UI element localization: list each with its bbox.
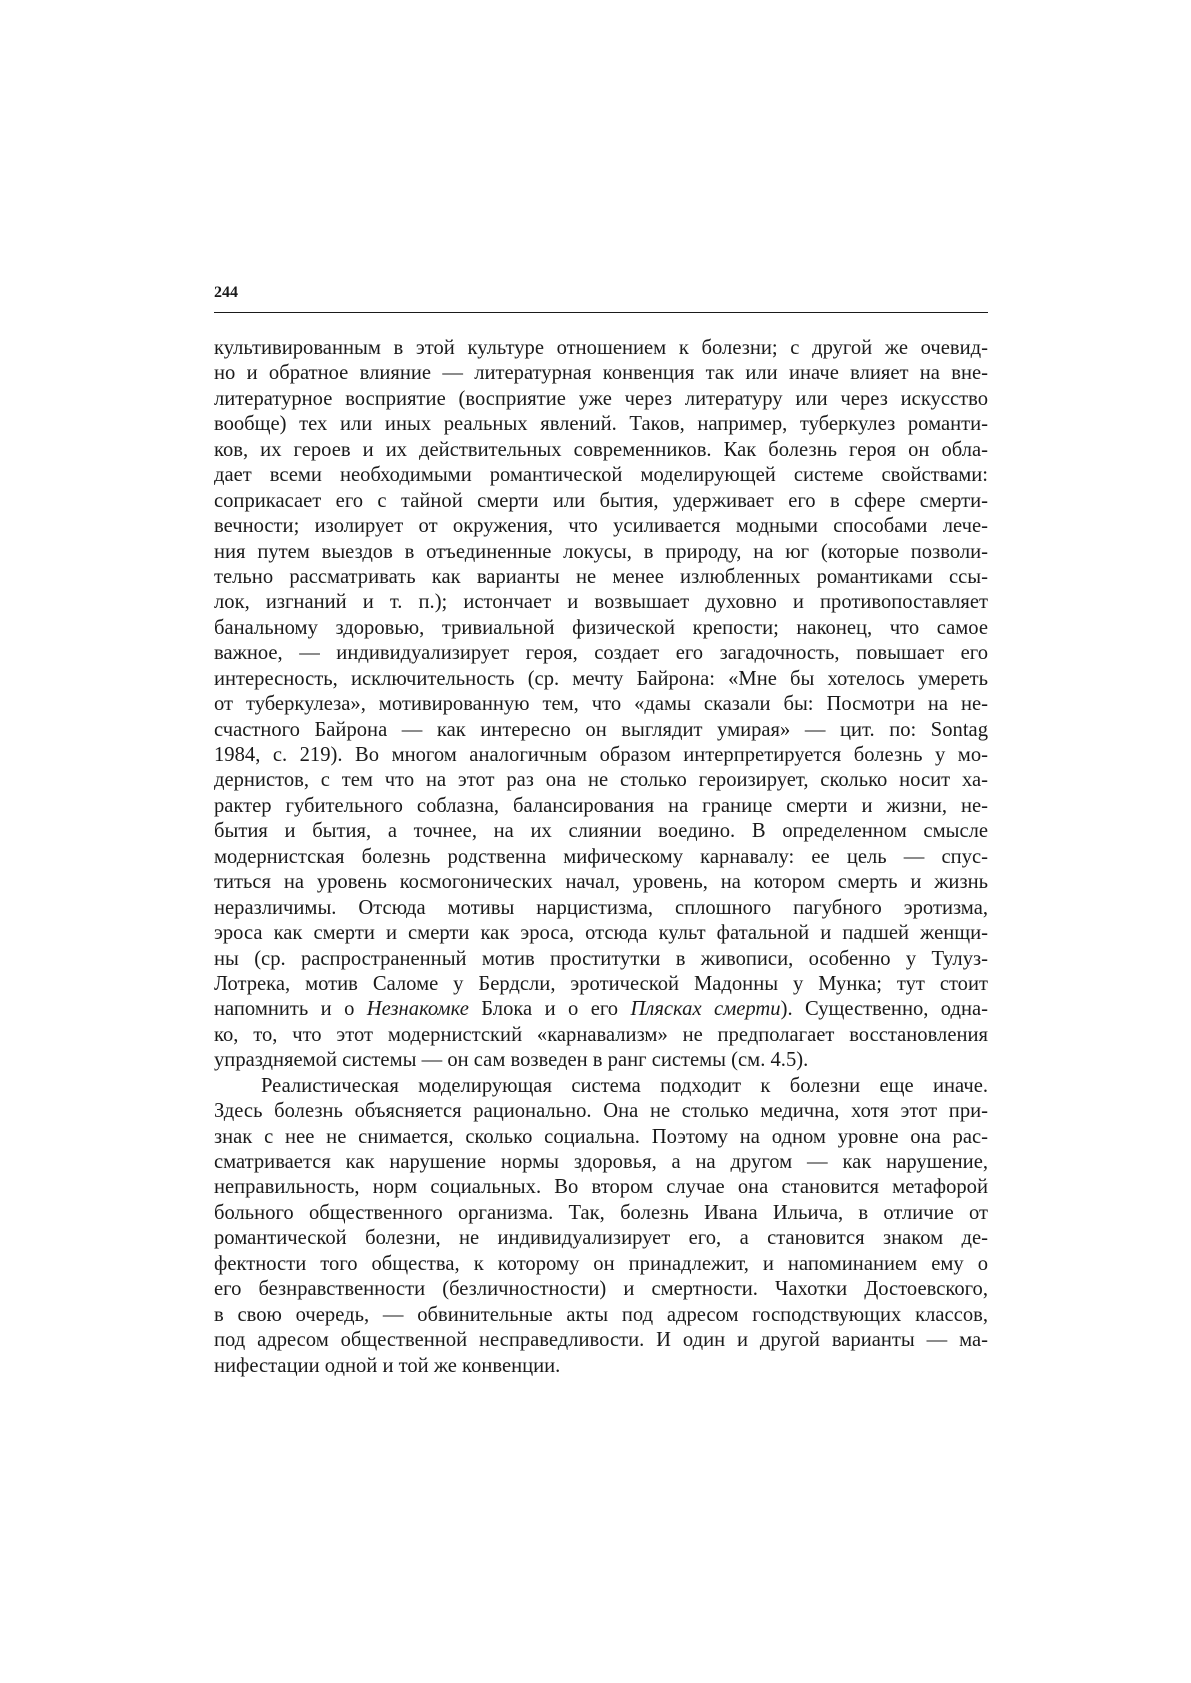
work-title-neznakomka: Незнакомке [366,998,469,1021]
text-line: вечности; изолирует от окружения, что усиливается модными способами лече- [214,515,988,538]
text-line: лок, изгнаний и т. п.); истончает и возвышает духовно и противопоставляет [214,591,988,614]
page-number: 244 [214,284,238,301]
text-line: 1984, с. 219). Во многом аналогичным образом интерпретируется болезнь у мо- [214,744,988,766]
text-line: тельно рассматривать как варианты не менее излюбленных романтиками ссы- [214,565,988,588]
text-line: но и обратное влияние — литературная конвенция так или иначе влияет на вне- [214,362,988,385]
text-line: нифестации одной и той же конвенции. [214,1354,561,1377]
text-line: романтической болезни, не индивидуализирует его, а становится знаком де- [214,1227,988,1250]
text-line: рактер губительного соблазна, балансирования на границе смерти и жизни, не- [214,794,988,817]
text-line: упраздняемой системы — он сам возведен в ранг системы (см. 4.5). [214,1049,809,1072]
body-text [214,336,988,1379]
text-line: неразличимы. Отсюда мотивы нарцистизма, сплошного пагубного эротизма, [214,896,988,919]
work-title-plyaski-smerti: Плясках смерти [630,998,781,1021]
text-line: эроса как смерти и смерти как эроса, отсюда культ фатальной и падшей женщи- [214,922,988,945]
text-line: ния путем выездов в отъединенные локусы, в природу, на юг (которые позволи- [214,540,988,563]
text-line: вообще) тех или иных реальных явлений. Таков, например, туберкулез романти- [214,413,988,436]
text-line: неправильность, норм социальных. Во втором случае она становится метафорой [214,1176,988,1199]
text-line: банальному здоровью, тривиальной физической крепости; наконец, что самое [214,616,988,639]
text-line: сматривается как нарушение нормы здоровья, а на другом — как нарушение, [214,1151,988,1173]
paragraph-1 [214,336,988,1074]
text-line: важное, — индивидуализирует героя, создает его загадочность, повышает его [214,642,988,665]
text-line: больного общественного организма. Так, болезнь Ивана Ильича, в отличие от [214,1201,988,1224]
text-line: Реалистическая моделирующая система подходит к болезни еще иначе. [261,1074,988,1097]
text-line: его безнравственности (безличностности) и смертности. Чахотки Достоевского, [214,1278,988,1301]
paragraph-2 [214,1074,988,1379]
text-line: бытия и бытия, а точнее, на их слиянии воедино. В определенном смысле [214,820,988,843]
text-fragment: Блока и о его [468,998,631,1021]
text-line: соприкасает его с тайной смерти или бытия, удерживает его в сфере смерти- [214,489,988,512]
text-line: Здесь болезнь объясняется рационально. Она не столько медична, хотя этот при- [214,1100,988,1123]
text-line: дернистов, с тем что на этот раз она не столько героизирует, сколько носит ха- [214,769,988,792]
text-line: титься на уровень космогонических начал, уровень, на котором смерть и жизнь [214,871,988,894]
text-line: ков, их героев и их действительных современников. Как болезнь героя он обла- [214,438,988,461]
text-line: дает всеми необходимыми романтической моделирующей системе свойствами: [214,464,988,487]
text-line: модернистская болезнь родственна мифическому карнавалу: ее цель — спус- [214,845,988,868]
text-line: счастного Байрона — как интересно он выглядит умирая» — цит. по: Sontag [214,718,988,741]
text-line: в свою очередь, — обвинительные акты под адресом господствующих классов, [214,1303,988,1326]
page-header [214,284,988,313]
text-line: культивированным в этой культуре отношением к болезни; с другой же очевид- [214,337,988,359]
text-line: под адресом общественной несправедливости. И один и другой варианты — ма- [214,1329,988,1352]
text-fragment: напомнить и о [214,998,367,1021]
text-fragment: ). Существенно, одна- [780,998,989,1021]
text-line: Лотрека, мотив Саломе у Бердсли, эротической Мадонны у Мунка; тут стоит [214,972,988,995]
text-line: интересность, исключительность (ср. мечту Байрона: «Мне бы хотелось умереть [214,667,988,690]
text-line: литературное восприятие (восприятие уже через литературу или через искусство [214,387,988,410]
text-line: знак с нее не снимается, сколько социальна. Поэтому на одном уровне она рас- [214,1125,988,1148]
text-line: от туберкулеза», мотивированную тем, что «дамы сказали бы: Посмотри на не- [214,693,988,716]
text-line: ны (ср. распространенный мотив проститутки в живописи, особенно у Тулуз- [214,947,988,970]
text-line: фектности того общества, к которому он принадлежит, и напоминанием ему о [214,1252,988,1275]
text-line: ко, то, что этот модернистский «карнавализм» не предполагает восстановления [214,1023,988,1046]
text-line-with-titles [214,997,988,1022]
